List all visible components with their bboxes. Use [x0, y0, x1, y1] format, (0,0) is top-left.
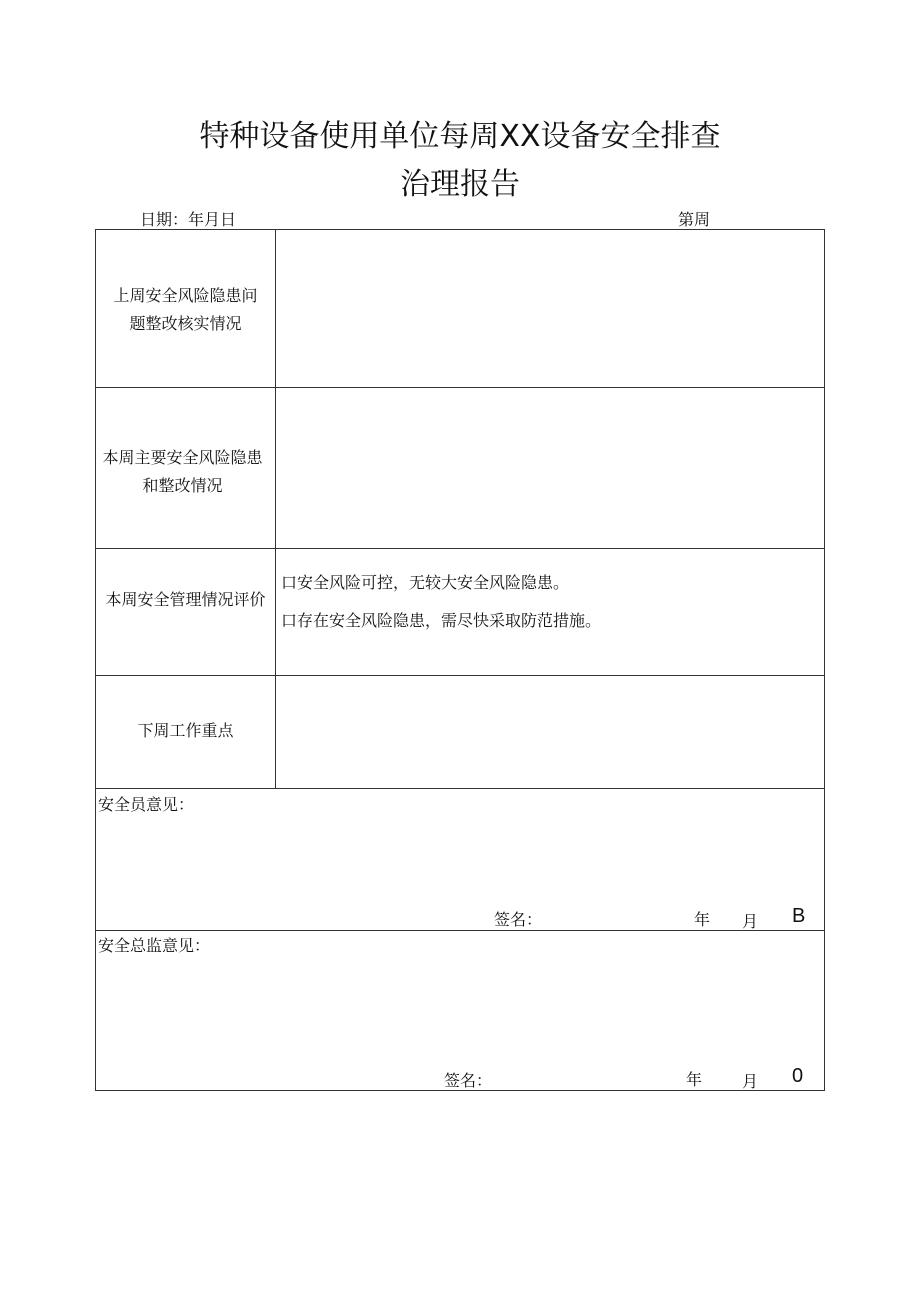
- row-label-evaluation: 本周安全管理情况评价: [105, 590, 266, 609]
- chief-inspector-opinion-label: 安全总监意见：: [98, 936, 211, 955]
- date-label: 日期：年月日: [140, 210, 237, 229]
- chief-inspector-year: 年: [686, 1070, 703, 1089]
- row-divider: [95, 387, 825, 388]
- chief-inspector-day: 0: [792, 1065, 804, 1087]
- safety-officer-sign-label: 签名：: [494, 910, 543, 929]
- option-risk-exists[interactable]: 口存在安全风险隐患，需尽快采取防范措施。: [281, 611, 602, 630]
- report-title-line-1: 特种设备使用单位每周XX设备安全排查: [199, 119, 721, 154]
- safety-officer-year: 年: [694, 910, 711, 929]
- safety-officer-day: B: [792, 905, 806, 927]
- option-risk-controllable[interactable]: 口安全风险可控，无较大安全风险隐患。: [281, 573, 570, 592]
- chief-inspector-month: 月: [742, 1072, 759, 1091]
- row-divider: [95, 930, 825, 931]
- safety-officer-month: 月: [742, 912, 759, 931]
- chief-inspector-sign-label: 签名：: [444, 1071, 493, 1090]
- row-label-next-week: 下周工作重点: [137, 721, 234, 740]
- row-label-last-week: 上周安全风险隐患问题整改核实情况: [113, 286, 258, 333]
- row-divider: [95, 548, 825, 549]
- report-title-line-2: 治理报告: [400, 167, 520, 202]
- row-divider: [95, 788, 825, 789]
- week-label: 第周: [678, 210, 711, 229]
- row-label-this-week-hazards: 本周主要安全风险隐患和整改情况: [102, 448, 263, 495]
- safety-officer-opinion-label: 安全员意见：: [98, 795, 195, 814]
- row-divider: [95, 675, 825, 676]
- report-table: [95, 229, 825, 1091]
